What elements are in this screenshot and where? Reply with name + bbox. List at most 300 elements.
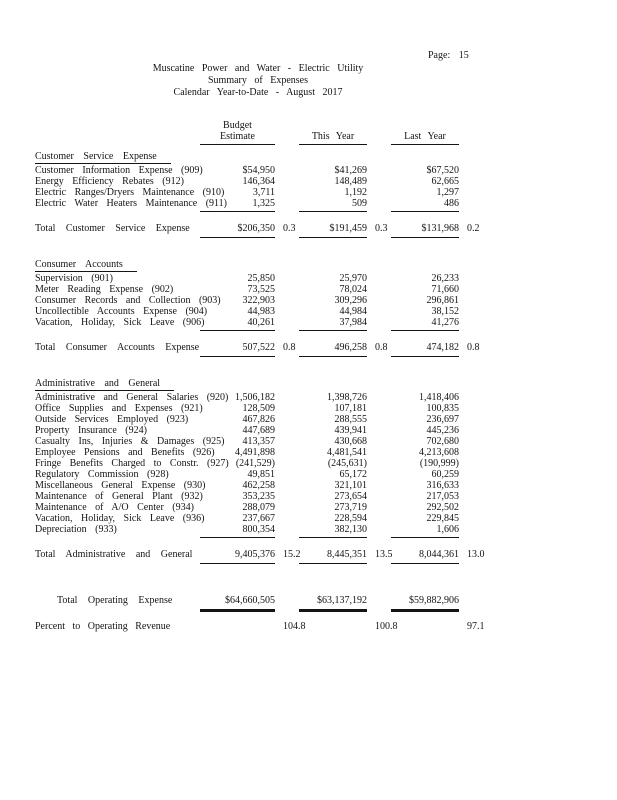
spacer	[200, 621, 275, 633]
expense-row	[35, 198, 525, 209]
expense-row	[35, 317, 525, 328]
spacer	[35, 235, 200, 239]
percent-row-label: Percent to Operating Revenue	[35, 621, 171, 632]
this-year-amount: 273,654	[334, 491, 367, 502]
budget-amount: 40,261	[247, 317, 275, 328]
spacer	[459, 306, 483, 317]
spacer	[459, 414, 483, 425]
spacer	[367, 491, 391, 502]
row-description: Uncollectible Accounts Expense (904)	[35, 306, 208, 317]
column-header-this-year: This Year	[299, 131, 367, 145]
row-description: Administrative and General Salaries (920)	[35, 392, 229, 403]
spacer	[367, 414, 391, 425]
spacer	[367, 595, 391, 607]
row-description: Customer Information Expense (909)	[35, 165, 203, 176]
spacer	[35, 131, 200, 145]
spacer	[367, 176, 391, 187]
spacer	[367, 187, 391, 198]
spacer	[299, 120, 367, 131]
spacer	[367, 295, 391, 306]
spacer	[275, 491, 299, 502]
last-year-amount: 71,660	[431, 284, 459, 295]
spacer	[275, 561, 299, 565]
this-year-amount: 309,296	[334, 295, 367, 306]
rule-line	[299, 537, 367, 539]
page-label: Page:	[428, 50, 451, 61]
grand-total-row	[35, 595, 525, 607]
spacer	[367, 273, 391, 284]
section-gap	[35, 358, 525, 378]
row-description: Regulatory Commission (928)	[35, 469, 169, 480]
spacer	[367, 502, 391, 513]
total-rule	[35, 235, 525, 239]
spacer	[459, 187, 483, 198]
spacer	[275, 480, 299, 491]
budget-amount: 467,826	[242, 414, 275, 425]
section-total-label: Total Consumer Accounts Expense	[35, 342, 200, 353]
rule-line	[299, 211, 367, 213]
expense-row	[35, 392, 525, 403]
budget-amount: 1,325	[252, 198, 275, 209]
total-budget-amount: $206,350	[237, 223, 275, 234]
spacer	[367, 480, 391, 491]
spacer	[275, 535, 299, 539]
spacer	[459, 392, 483, 403]
budget-amount: 128,509	[242, 403, 275, 414]
spacer	[35, 328, 200, 332]
total-this-year-ratio: 0.8	[375, 342, 388, 353]
spacer	[35, 354, 200, 358]
spacer	[275, 328, 299, 332]
this-year-amount: 65,172	[339, 469, 367, 480]
last-year-amount: 236,697	[426, 414, 459, 425]
spacer	[367, 513, 391, 524]
row-description: Outside Services Employed (923)	[35, 414, 189, 425]
spacer	[367, 607, 391, 612]
spacer	[367, 403, 391, 414]
row-description: Property Insurance (924)	[35, 425, 147, 436]
rule-line	[200, 330, 275, 332]
spacer	[275, 458, 299, 469]
budget-amount: 1,506,182	[235, 392, 275, 403]
spacer	[275, 198, 299, 209]
total-this-year-amount: 8,445,351	[327, 549, 367, 560]
this-year-amount: 148,489	[334, 176, 367, 187]
grand-total-budget-amount: $64,660,505	[225, 595, 275, 606]
expense-row	[35, 403, 525, 414]
column-header-row-1	[35, 120, 525, 131]
spacer	[367, 120, 391, 131]
this-year-amount: 1,192	[344, 187, 367, 198]
last-year-amount: (190,999)	[419, 458, 459, 469]
this-year-amount: 37,984	[339, 317, 367, 328]
grand-total-label: Total Operating Expense	[57, 595, 173, 606]
rule-line	[391, 211, 459, 213]
spacer	[367, 306, 391, 317]
column-header-last-year: Last Year	[391, 131, 459, 145]
spacer	[459, 458, 483, 469]
spacer	[275, 273, 299, 284]
this-year-amount: 1,398,726	[327, 392, 367, 403]
last-year-amount: 702,680	[426, 436, 459, 447]
last-year-amount: 1,297	[436, 187, 459, 198]
section-gap	[35, 565, 525, 585]
spacer	[391, 621, 459, 633]
total-last-year-amount: 474,182	[426, 342, 459, 353]
spacer	[459, 535, 483, 539]
total-last-year-ratio: 0.2	[467, 223, 480, 234]
spacer	[367, 469, 391, 480]
expense-summary-table	[35, 120, 525, 633]
column-rule	[35, 209, 525, 213]
total-budget-ratio: 0.3	[283, 223, 296, 234]
rule-line	[200, 211, 275, 213]
column-header-budget-line2: Estimate	[200, 131, 275, 145]
rule-line	[299, 609, 367, 612]
last-year-amount: 100,835	[426, 403, 459, 414]
percent-last-year-value: 97.1	[467, 621, 485, 632]
total-budget-ratio: 0.8	[283, 342, 296, 353]
spacer	[275, 306, 299, 317]
spacer	[275, 595, 299, 607]
expense-row	[35, 176, 525, 187]
section-heading-text: Customer Service Expense	[35, 151, 171, 164]
last-year-amount: $67,520	[426, 165, 459, 176]
last-year-amount: 38,152	[431, 306, 459, 317]
expense-row	[35, 284, 525, 295]
section-total-label: Total Customer Service Expense	[35, 223, 190, 234]
section-gap	[35, 239, 525, 259]
row-description: Maintenance of A/O Center (934)	[35, 502, 194, 513]
spacer	[459, 273, 483, 284]
section-heading	[35, 259, 525, 272]
spacer	[275, 187, 299, 198]
rule-line	[200, 563, 275, 565]
percent-this-year-value: 100.8	[375, 621, 398, 632]
this-year-amount: 430,668	[334, 436, 367, 447]
section-heading	[35, 151, 525, 164]
spacer	[367, 317, 391, 328]
row-description: Fringe Benefits Charged to Constr. (927)	[35, 458, 229, 469]
total-this-year-amount: 496,258	[334, 342, 367, 353]
spacer	[459, 425, 483, 436]
rule-line	[200, 356, 275, 358]
last-year-amount: 292,502	[426, 502, 459, 513]
total-last-year-ratio: 0.8	[467, 342, 480, 353]
section-heading	[35, 378, 525, 391]
spacer	[367, 235, 391, 239]
rule-line	[200, 609, 275, 612]
row-description: Maintenance of General Plant (932)	[35, 491, 203, 502]
row-description: Supervision (901)	[35, 273, 113, 284]
this-year-amount: 288,555	[334, 414, 367, 425]
budget-amount: 322,903	[242, 295, 275, 306]
expense-row	[35, 273, 525, 284]
last-year-amount: 316,633	[426, 480, 459, 491]
total-this-year-amount: $191,459	[329, 223, 367, 234]
spacer	[367, 425, 391, 436]
last-year-amount: 60,259	[431, 469, 459, 480]
section-total-row	[35, 342, 525, 354]
percent-to-revenue-row	[35, 621, 525, 633]
report-title: Muscatine Power and Water - Electric Utility	[152, 63, 364, 74]
spacer	[459, 513, 483, 524]
spacer	[275, 295, 299, 306]
rule-line	[391, 237, 459, 239]
last-year-amount: 26,233	[431, 273, 459, 284]
last-year-amount: 62,665	[431, 176, 459, 187]
this-year-amount: 321,101	[334, 480, 367, 491]
spacer	[275, 469, 299, 480]
budget-amount: 447,689	[242, 425, 275, 436]
section-total-label: Total Administrative and General	[35, 549, 193, 560]
budget-amount: 25,850	[247, 273, 275, 284]
expense-row	[35, 502, 525, 513]
budget-amount: 44,983	[247, 306, 275, 317]
spacer	[275, 131, 299, 145]
spacer	[459, 295, 483, 306]
total-last-year-amount: $131,968	[421, 223, 459, 234]
spacer	[275, 513, 299, 524]
rule-line	[391, 563, 459, 565]
expense-sections	[35, 151, 525, 585]
spacer	[367, 447, 391, 458]
spacer	[275, 502, 299, 513]
row-description: Vacation, Holiday, Sick Leave (906)	[35, 317, 205, 328]
this-year-amount: 25,970	[339, 273, 367, 284]
spacer	[459, 165, 483, 176]
rule-line	[299, 563, 367, 565]
row-description: Electric Water Heaters Maintenance (911)	[35, 198, 227, 209]
spacer	[367, 328, 391, 332]
budget-amount: 237,667	[242, 513, 275, 524]
row-description: Miscellaneous General Expense (930)	[35, 480, 206, 491]
expense-row	[35, 306, 525, 317]
rule-line	[391, 356, 459, 358]
rule-line	[200, 237, 275, 239]
budget-amount: 413,357	[242, 436, 275, 447]
spacer	[275, 447, 299, 458]
spacer	[459, 447, 483, 458]
last-year-amount: 1,418,406	[419, 392, 459, 403]
spacer	[459, 209, 483, 213]
column-rule	[35, 535, 525, 539]
spacer	[459, 436, 483, 447]
budget-amount: (241,529)	[235, 458, 275, 469]
total-this-year-ratio: 0.3	[375, 223, 388, 234]
last-year-amount: 4,213,608	[419, 447, 459, 458]
budget-amount: 353,235	[242, 491, 275, 502]
row-description: Meter Reading Expense (902)	[35, 284, 174, 295]
spacer	[275, 425, 299, 436]
total-budget-amount: 9,405,376	[235, 549, 275, 560]
last-year-amount: 445,236	[426, 425, 459, 436]
spacer	[459, 502, 483, 513]
grand-total-last-year-amount: $59,882,906	[409, 595, 459, 606]
grand-total-this-year-amount: $63,137,192	[317, 595, 367, 606]
last-year-amount: 217,053	[426, 491, 459, 502]
this-year-amount: $41,269	[334, 165, 367, 176]
spacer	[275, 284, 299, 295]
spacer	[459, 120, 483, 131]
total-budget-ratio: 15.2	[283, 549, 301, 560]
spacer	[275, 165, 299, 176]
spacer	[459, 469, 483, 480]
spacer	[275, 317, 299, 328]
spacer	[367, 392, 391, 403]
spacer	[299, 621, 367, 633]
budget-amount: 3,711	[252, 187, 275, 198]
spacer	[367, 561, 391, 565]
spacer	[275, 209, 299, 213]
row-description: Energy Efficiency Rebates (912)	[35, 176, 184, 187]
spacer	[275, 392, 299, 403]
spacer	[367, 458, 391, 469]
this-year-amount: 107,181	[334, 403, 367, 414]
section-heading-text: Administrative and General	[35, 378, 174, 391]
budget-amount: 4,491,898	[235, 447, 275, 458]
spacer	[459, 595, 483, 607]
section-total-row	[35, 223, 525, 235]
this-year-amount: 228,594	[334, 513, 367, 524]
expense-row	[35, 414, 525, 425]
spacer	[459, 176, 483, 187]
spacer	[275, 524, 299, 535]
column-rule	[35, 328, 525, 332]
budget-amount: $54,950	[242, 165, 275, 176]
budget-amount: 462,258	[242, 480, 275, 491]
total-last-year-ratio: 13.0	[467, 549, 485, 560]
expense-row	[35, 447, 525, 458]
this-year-amount: 78,024	[339, 284, 367, 295]
spacer	[391, 120, 459, 131]
this-year-amount: 44,984	[339, 306, 367, 317]
spacer	[367, 131, 391, 145]
row-description: Casualty Ins, Injuries & Damages (925)	[35, 436, 225, 447]
expense-row	[35, 425, 525, 436]
budget-amount: 146,364	[242, 176, 275, 187]
spacer	[459, 491, 483, 502]
spacer	[35, 607, 200, 612]
spacer	[459, 354, 483, 358]
budget-amount: 73,525	[247, 284, 275, 295]
total-this-year-ratio: 13.5	[375, 549, 393, 560]
rule-line	[391, 537, 459, 539]
rule-line	[200, 537, 275, 539]
page-number	[428, 50, 469, 61]
row-description: Consumer Records and Collection (903)	[35, 295, 221, 306]
spacer	[459, 403, 483, 414]
rule-line	[299, 237, 367, 239]
row-description: Electric Ranges/Dryers Maintenance (910)	[35, 187, 225, 198]
rule-line	[391, 330, 459, 332]
total-last-year-amount: 8,044,361	[419, 549, 459, 560]
rule-line	[299, 356, 367, 358]
expense-row	[35, 165, 525, 176]
last-year-amount: 1,606	[436, 524, 459, 535]
expense-row	[35, 491, 525, 502]
last-year-amount: 41,276	[431, 317, 459, 328]
spacer	[275, 414, 299, 425]
expense-row	[35, 469, 525, 480]
spacer	[275, 120, 299, 131]
this-year-amount: (245,631)	[327, 458, 367, 469]
spacer	[459, 317, 483, 328]
spacer	[275, 403, 299, 414]
report-period: Calendar Year-to-Date - August 2017	[173, 87, 343, 98]
spacer	[35, 209, 200, 213]
column-header-row-2	[35, 131, 525, 145]
expense-row	[35, 513, 525, 524]
this-year-amount: 509	[352, 198, 367, 209]
spacer	[367, 198, 391, 209]
last-year-amount: 296,861	[426, 295, 459, 306]
spacer	[367, 535, 391, 539]
spacer	[275, 436, 299, 447]
column-header-budget-line1: Budget	[223, 120, 252, 131]
spacer	[459, 131, 483, 145]
spacer	[459, 561, 483, 565]
row-description: Office Supplies and Expenses (921)	[35, 403, 203, 414]
budget-amount: 49,851	[247, 469, 275, 480]
spacer	[275, 235, 299, 239]
this-year-amount: 439,941	[334, 425, 367, 436]
budget-amount: 800,354	[242, 524, 275, 535]
this-year-amount: 382,130	[334, 524, 367, 535]
spacer	[275, 176, 299, 187]
spacer	[367, 209, 391, 213]
this-year-amount: 4,481,541	[327, 447, 367, 458]
spacer	[459, 328, 483, 332]
expense-row	[35, 458, 525, 469]
spacer	[459, 284, 483, 295]
grand-total-rule	[35, 607, 525, 611]
spacer	[275, 607, 299, 612]
total-rule	[35, 561, 525, 565]
spacer	[459, 198, 483, 209]
spacer	[367, 436, 391, 447]
expense-row	[35, 295, 525, 306]
spacer	[367, 165, 391, 176]
spacer	[459, 480, 483, 491]
spacer	[275, 354, 299, 358]
row-description: Vacation, Holiday, Sick Leave (936)	[35, 513, 205, 524]
percent-budget-value: 104.8	[283, 621, 306, 632]
spacer	[367, 284, 391, 295]
spacer	[459, 524, 483, 535]
this-year-amount: 273,719	[334, 502, 367, 513]
total-rule	[35, 354, 525, 358]
spacer	[35, 561, 200, 565]
last-year-amount: 486	[444, 198, 459, 209]
section-heading-text: Consumer Accounts	[35, 259, 137, 272]
expense-row	[35, 524, 525, 535]
spacer	[35, 535, 200, 539]
page-number-value: 15	[458, 50, 469, 61]
expense-row	[35, 187, 525, 198]
report-title-block	[0, 63, 516, 99]
expense-row	[35, 480, 525, 491]
spacer	[367, 524, 391, 535]
row-description: Depreciation (933)	[35, 524, 117, 535]
row-description: Employee Pensions and Benefits (926)	[35, 447, 215, 458]
total-budget-amount: 507,522	[242, 342, 275, 353]
section-total-row	[35, 549, 525, 561]
spacer	[459, 607, 483, 612]
spacer	[35, 120, 200, 131]
last-year-amount: 229,845	[426, 513, 459, 524]
budget-amount: 288,079	[242, 502, 275, 513]
